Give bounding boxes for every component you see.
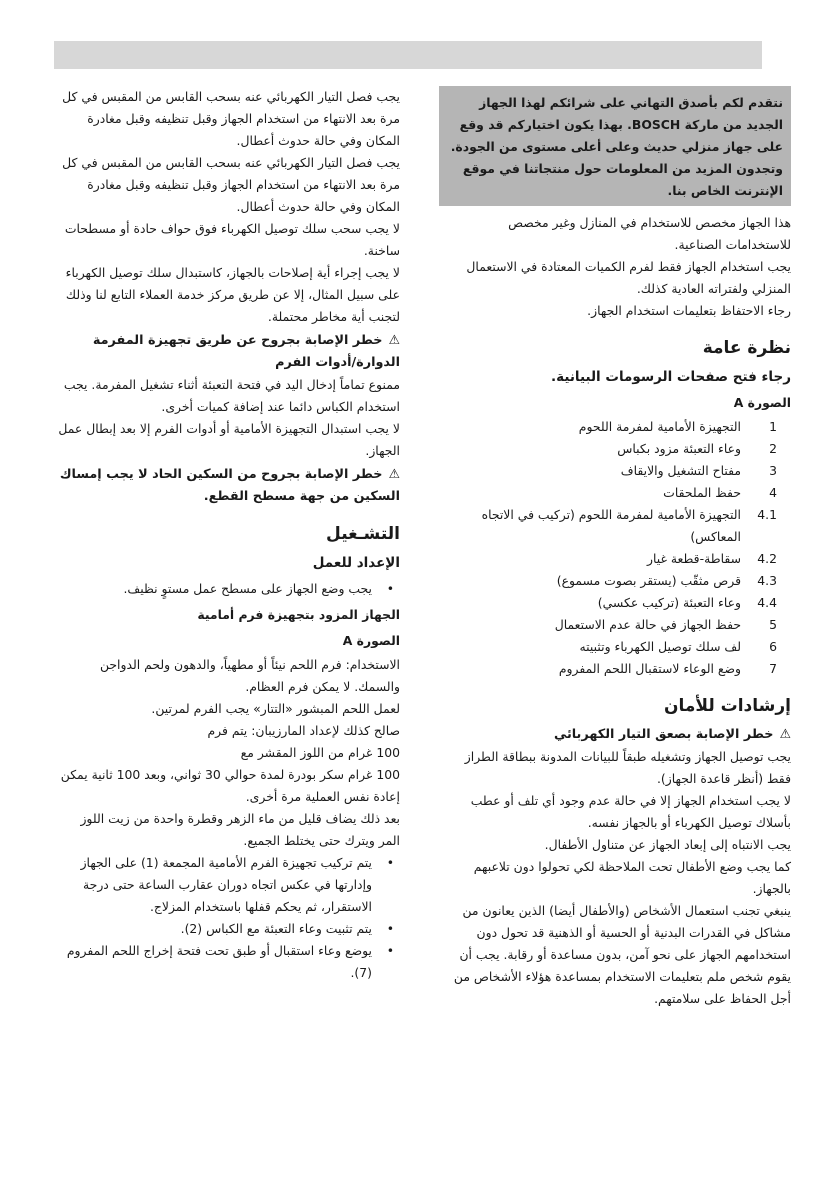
- header-bar: [54, 41, 762, 69]
- usage-paragraph: لعمل اللحم المبشور «التتار» يجب الفرم لمرتين.: [151, 701, 400, 716]
- injury-warning-1-text: خطر الإصابة بجروح عن طريق تجهيزة المفرمة الدوارة/أدوات الفرم: [92, 333, 400, 370]
- warning-icon: ⚠: [388, 333, 400, 348]
- overview-title: نظرة عامة: [702, 338, 791, 358]
- bullet-icon: •: [386, 943, 394, 958]
- part-number: 7: [769, 661, 777, 676]
- unplug-paragraph: لا يجب إجراء أية إصلاحات بالجهاز، كاستبدال سلك توصيل الكهرباء على سبيل المثال، إلا عن طريق مركز خدمة العملاء التابع لنا وذلك لتجنب أية مخاطر محتملة.: [65, 265, 400, 324]
- part-number: 2: [769, 441, 777, 456]
- unplug-paragraph: يجب فصل التيار الكهربائي عنه بسحب القابس من المقبس في كل مرة بعد الانتهاء من استخدام الجهاز وقبل تنظيفه وقبل مغادرة المكان وفي حالة حدوث أعطال.: [62, 89, 400, 148]
- safety-paragraph: يجب الانتباه إلى إبعاد الجهاز عن متناول الأطفال.: [544, 837, 791, 852]
- injury-paragraph: لا يجب استبدال التجهيزة الأمامية أو أدوات الفرم إلا بعد إبطال عمل الجهاز.: [58, 421, 400, 458]
- usage-paragraph: بعد ذلك يضاف قليل من ماء الزهر وقطرة واحدة من زيت اللوز المر ويترك حتى يختلط الجميع.: [80, 811, 400, 848]
- intro-box: [439, 86, 791, 206]
- part-text: وعاء التعبئة مزود بكباس: [617, 441, 741, 456]
- part-number: 4: [769, 485, 777, 500]
- usage-paragraph: 100 غرام من اللوز المقشر مع: [240, 745, 400, 760]
- usage-paragraph: صالح كذلك لإعداد المارزيبان: يتم فرم: [207, 723, 400, 738]
- preparation-list: [58, 578, 400, 600]
- unplug-paragraph: لا يجب سحب سلك توصيل الكهرباء فوق حواف حادة أو مسطحات ساخنة.: [64, 221, 400, 258]
- part-text: وعاء التعبئة (تركيب عكسي): [597, 595, 741, 610]
- safety-paragraph: ينبغي تجنب استعمال الأشخاص (والأطفال أيضا) الذين يعانون من مشاكل في القدرات البدنية أو الحسية أو الذهنية قد تحول دون استخدامهم الجهاز على نحو آمن، بدون مساعدة أو رقابة. يجب أن يقوم شخص ملم بتعليمات الاستخدام بمساعدة هؤلاء الأشخاص من أجل الحفاظ على سلامتهم.: [453, 903, 791, 1006]
- bullet-text: يتم تركيب تجهيزة الفرم الأمامية المجمعة (1) على الجهاز وإدارتها في عكس اتجاه دوران عقارب الساعة حتى درجة الاستقرار، ثم يحكم قفلها باستخدام المزلاج.: [80, 855, 372, 914]
- list-item: [439, 438, 777, 460]
- part-number: 4.4: [757, 595, 777, 610]
- list-item: [439, 548, 777, 570]
- safety-paragraph: يجب توصيل الجهاز وتشغيله طبقاً للبيانات المدونة ببطاقة الطراز فقط (أنظر قاعدة الجهاز).: [464, 749, 791, 786]
- part-text: لف سلك توصيل الكهرباء وتثبيته: [579, 639, 741, 654]
- bullet-text: يوضع وعاء استقبال أو طبق تحت فتحة إخراج اللحم المفروم (7).: [66, 943, 372, 980]
- shock-warning: [439, 724, 791, 746]
- part-text: وضع الوعاء لاستقبال اللحم المفروم: [558, 661, 741, 676]
- list-item: [439, 614, 777, 636]
- usage-paragraph: يجب استخدام الجهاز فقط لفرم الكميات المعتادة في الاستعمال المنزلي ولفتراته العادية كذلك.: [466, 259, 791, 296]
- part-text: سقاطة-قطعة غيار: [646, 551, 741, 566]
- unplug-paragraph: يجب فصل التيار الكهربائي عنه بسحب القابس من المقبس في كل مرة بعد الانتهاء من استخدام الجهاز وقبل تنظيفه وقبل مغادرة المكان وفي حالة حدوث أعطال.: [62, 155, 400, 214]
- front-attachment-title: الجهاز المزود بتجهيزة فرم أمامية: [197, 607, 400, 622]
- list-item: [58, 940, 400, 984]
- warning-icon: ⚠: [388, 467, 400, 482]
- safety-title: إرشادات للأمان: [664, 696, 791, 716]
- list-item: [439, 636, 777, 658]
- list-item: [439, 658, 777, 680]
- part-text: حفظ الجهاز في حالة عدم الاستعمال: [554, 617, 741, 632]
- part-text: قرص مثقّب (يستقر بصوت مسموع): [556, 573, 741, 588]
- list-item: [58, 852, 400, 918]
- usage-paragraph: هذا الجهاز مخصص للاستخدام في المنازل وغير مخصص للاستخدامات الصناعية.: [508, 215, 791, 252]
- figure-label: الصورة A: [342, 633, 400, 648]
- list-item: [439, 570, 777, 592]
- bullet-icon: •: [386, 855, 394, 870]
- list-item: [58, 918, 400, 940]
- part-number: 1: [769, 419, 777, 434]
- bullet-icon: •: [386, 581, 394, 596]
- list-item: [439, 482, 777, 504]
- part-text: حفظ الملحقات: [663, 485, 741, 500]
- operation-title: التشـغيل: [326, 524, 400, 544]
- usage-paragraph: الاستخدام: فرم اللحم نيئاً أو مطهياً، والدهون ولحم الدواجن والسمك. لا يمكن فرم العظام.: [99, 657, 400, 694]
- safety-paragraph: لا يجب استخدام الجهاز إلا في حالة عدم وجود أي تلف أو عطب بأسلاك توصيل الكهرباء أو بالجهاز نفسه.: [470, 793, 791, 830]
- intro-text: نتقدم لكم بأصدق التهاني على شرائكم لهذا الجهاز الجديد من ماركة BOSCH. بهذا يكون اختياركم قد وقع على جهاز منزلي حديث وعلى أعلى مستوى من الجودة. وتجدون المزيد من المعلومات حول منتجاتنا في موقع الإنترنت الخاص بنا.: [450, 95, 783, 198]
- part-number: 4.2: [757, 551, 777, 566]
- list-item: [439, 504, 777, 548]
- safety-paragraph: كما يجب وضع الأطفال تحت الملاحظة لكي تحولوا دون تلاعبهم بالجهاز.: [473, 859, 791, 896]
- list-item: [439, 592, 777, 614]
- figure-label: الصورة A: [733, 395, 791, 410]
- part-text: مفتاح التشغيل والايقاف: [620, 463, 741, 478]
- bullet-text: يجب وضع الجهاز على مسطح عمل مستوٍ نظيف.: [123, 581, 372, 596]
- assembly-list: [58, 852, 400, 984]
- injury-paragraph: ممنوع تماماً إدخال اليد في فتحة التعبئة أثناء تشغيل المفرمة. يجب استخدام الكباس دائما عند إضافة كميات أخرى.: [63, 377, 400, 414]
- bullet-icon: •: [386, 921, 394, 936]
- preparation-title: الإعداد للعمل: [312, 555, 400, 571]
- warning-icon: ⚠: [779, 727, 791, 742]
- part-number: 4.3: [757, 573, 777, 588]
- list-item: [439, 460, 777, 482]
- part-number: 3: [769, 463, 777, 478]
- parts-list: [439, 416, 791, 680]
- part-text: التجهيزة الأمامية لمفرمة اللحوم (تركيب في الاتجاه المعاكس): [481, 507, 741, 544]
- part-number: 5: [769, 617, 777, 632]
- part-number: 4.1: [757, 507, 777, 522]
- shock-warning-text: خطر الإصابة بصعق التيار الكهربائي: [554, 727, 774, 742]
- injury-warning-1: [58, 330, 400, 374]
- list-item: [439, 416, 777, 438]
- left-column: [58, 86, 400, 984]
- part-text: التجهيزة الأمامية لمفرمة اللحوم: [578, 419, 741, 434]
- overview-subtitle: رجاء فتح صفحات الرسومات البيانية.: [551, 369, 791, 385]
- right-column: [439, 86, 791, 1010]
- bullet-text: يتم تثبيت وعاء التعبئة مع الكباس (2).: [180, 921, 372, 936]
- injury-warning-2-text: خطر الإصابة بجروح من السكين الحاد لا يجب إمساك السكين من جهة مسطح القطع.: [59, 467, 400, 504]
- injury-warning-2: [58, 464, 400, 508]
- list-item: [58, 578, 400, 600]
- usage-paragraph: 100 غرام سكر بودرة لمدة حوالي 30 ثواني، وبعد 100 ثانية يمكن إعادة نفس العملية مرة أخرى.: [60, 767, 400, 804]
- usage-paragraph: رجاء الاحتفاظ بتعليمات استخدام الجهاز.: [587, 303, 791, 318]
- part-number: 6: [769, 639, 777, 654]
